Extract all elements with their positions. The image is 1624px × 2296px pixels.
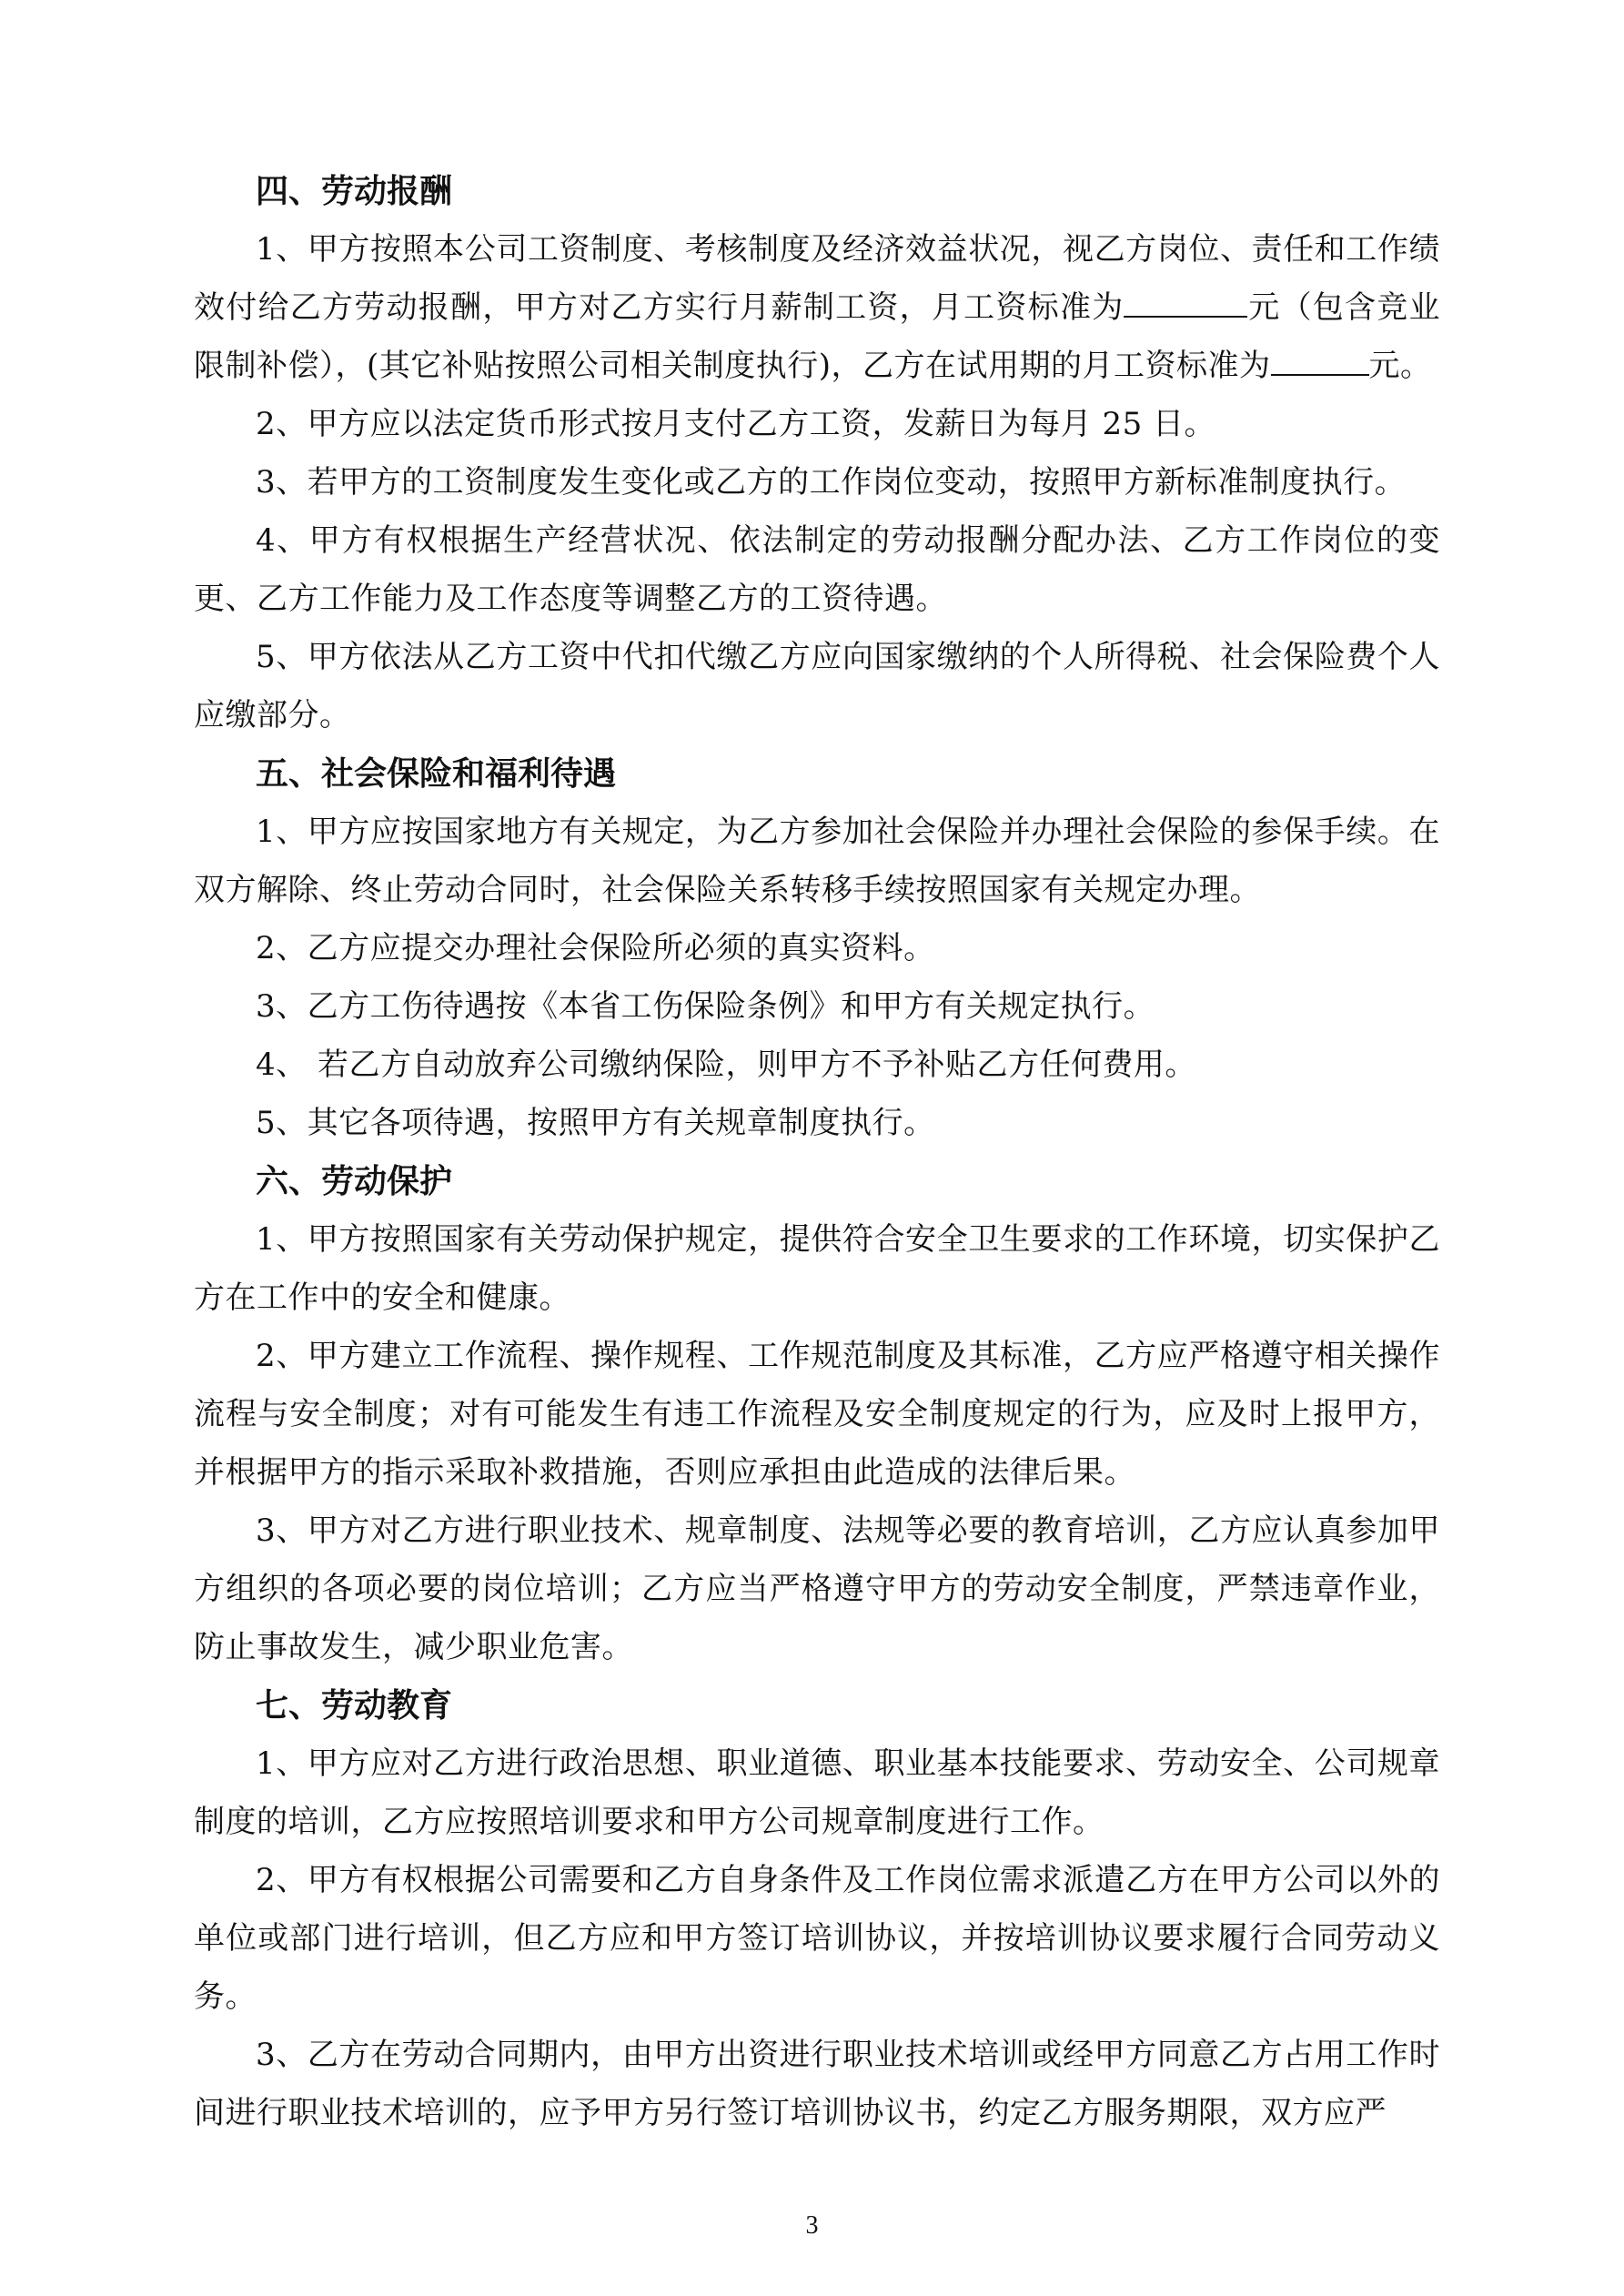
paragraph: 1、甲方应按国家地方有关规定，为乙方参加社会保险并办理社会保险的参保手续。在双方解除、终止劳动合同时，社会保险关系转移手续按照国家有关规定办理。 — [194, 814, 1440, 908]
paragraph: 2、甲方应以法定货币形式按月支付乙方工资，发薪日为每月 25 日。 — [256, 406, 1216, 442]
paragraph-with-blanks — [194, 220, 1440, 395]
paragraph-text: 元。 — [1368, 348, 1432, 384]
paragraph-text: 1、甲方按照本公司工资制度、考核制度及经济效益状况，视乙方岗位、责任和工作绩效付给乙方劳动报酬，甲方对乙方实行月薪制工资，月工资标准为 — [194, 231, 1440, 326]
section-social-insurance — [194, 744, 1440, 1152]
page-number: 3 — [805, 2211, 819, 2240]
paragraph: 4、甲方有权根据生产经营状况、依法制定的劳动报酬分配办法、乙方工作岗位的变更、乙方工作能力及工作态度等调整乙方的工资待遇。 — [194, 522, 1440, 617]
monthly-salary-blank[interactable] — [1124, 279, 1247, 318]
paragraph: 3、乙方在劳动合同期内，由甲方出资进行职业技术培训或经甲方同意乙方占用工作时间进行职业技术培训的，应予甲方另行签订培训协议书，约定乙方服务期限，双方应严 — [194, 2037, 1440, 2131]
paragraph: 2、乙方应提交办理社会保险所必须的真实资料。 — [256, 930, 935, 966]
section-labor-protection — [194, 1152, 1440, 1676]
paragraph: 1、甲方按照国家有关劳动保护规定，提供符合安全卫生要求的工作环境，切实保护乙方在工作中的安全和健康。 — [194, 1221, 1440, 1316]
document-body — [194, 162, 1440, 2142]
section-labor-education — [194, 1676, 1440, 2142]
paragraph: 3、甲方对乙方进行职业技术、规章制度、法规等必要的教育培训，乙方应认真参加甲方组织的各项必要的岗位培训；乙方应当严格遵守甲方的劳动安全制度，严禁违章作业，防止事故发生，减少职业危害。 — [194, 1512, 1440, 1665]
paragraph-text: 元（包含竞业限制补偿），(其它补贴按照公司相关制度执行)，乙方在试用期的月工资标准为 — [194, 289, 1441, 384]
section-heading: 四、劳动报酬 — [256, 172, 453, 210]
paragraph: 2、甲方建立工作流程、操作规程、工作规范制度及其标准，乙方应严格遵守相关操作流程与安全制度；对有可能发生有违工作流程及安全制度规定的行为，应及时上报甲方，并根据甲方的指示采取补救措施，否则应承担由此造成的法律后果。 — [194, 1338, 1440, 1491]
paragraph: 5、甲方依法从乙方工资中代扣代缴乙方应向国家缴纳的个人所得税、社会保险费个人应缴部分。 — [194, 639, 1440, 733]
paragraph: 5、其它各项待遇，按照甲方有关规章制度执行。 — [256, 1105, 935, 1141]
paragraph: 3、乙方工伤待遇按《本省工伤保险条例》和甲方有关规定执行。 — [256, 988, 1155, 1025]
probation-salary-blank[interactable] — [1271, 338, 1369, 376]
paragraph: 3、若甲方的工资制度发生变化或乙方的工作岗位变动，按照甲方新标准制度执行。 — [256, 464, 1407, 501]
paragraph: 1、甲方应对乙方进行政治思想、职业道德、职业基本技能要求、劳动安全、公司规章制度的培训，乙方应按照培训要求和甲方公司规章制度进行工作。 — [194, 1745, 1440, 1840]
section-heading: 六、劳动保护 — [256, 1162, 453, 1200]
section-heading: 七、劳动教育 — [256, 1686, 453, 1725]
section-labor-remuneration — [194, 162, 1440, 744]
section-heading: 五、社会保险和福利待遇 — [256, 754, 617, 793]
paragraph: 2、甲方有权根据公司需要和乙方自身条件及工作岗位需求派遣乙方在甲方公司以外的单位或部门进行培训，但乙方应和甲方签订培训协议，并按培训协议要求履行合同劳动义务。 — [194, 1862, 1440, 2015]
paragraph: 4、 若乙方自动放弃公司缴纳保险，则甲方不予补贴乙方任何费用。 — [256, 1047, 1196, 1083]
